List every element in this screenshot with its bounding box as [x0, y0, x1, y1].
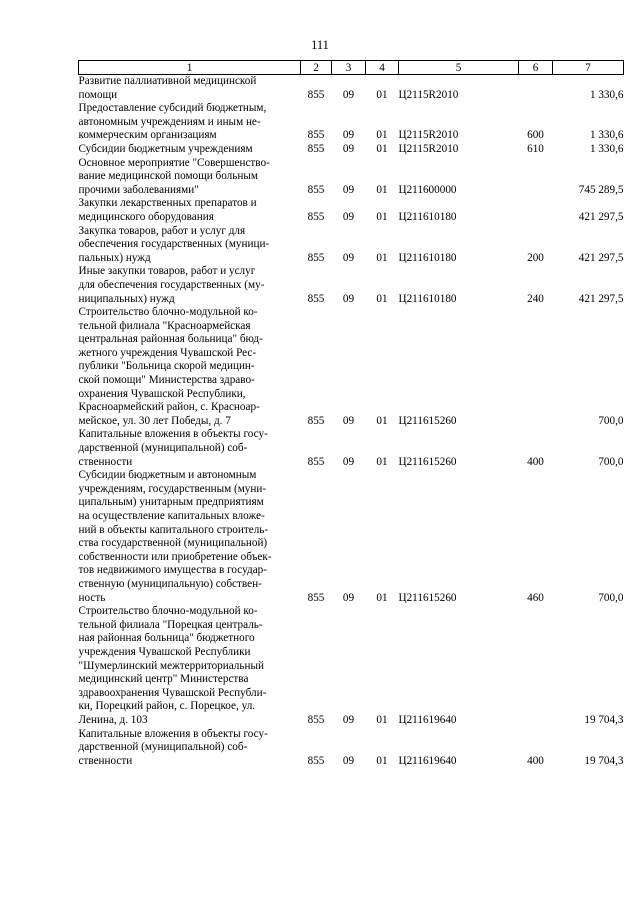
row-name-line: Капитальные вложения в объекты госу-	[78, 727, 268, 740]
row-name-line: медицинского оборудования	[78, 210, 214, 223]
row-subsection-code: 01	[376, 129, 388, 142]
row-name	[79, 605, 301, 727]
row-target-article: Ц211600000	[398, 183, 457, 196]
row-grbs-code: 855	[307, 414, 325, 427]
row-subsection-code: 01	[376, 142, 388, 155]
row-section-code: 09	[342, 591, 355, 604]
row-name-line: Закупка товаров, работ и услуг для	[78, 224, 246, 237]
row-name-line: дарственной (муниципальной) соб-	[78, 741, 248, 754]
row-expense-type	[519, 605, 553, 727]
row-subsection-code: 01	[376, 713, 388, 726]
row-name-line: тов недвижимого имущества в государ-	[78, 564, 267, 577]
row-name-line: учреждения Чувашской Республики	[78, 645, 251, 658]
row-target-article: Ц211619640	[398, 713, 457, 726]
row-grbs-code: 855	[307, 713, 325, 726]
row-subsection-code: 01	[376, 414, 388, 427]
table-row	[79, 197, 624, 224]
row-name-line: ственности	[78, 455, 133, 468]
row-name-line: дарственной (муниципальной) соб-	[78, 442, 248, 455]
row-subsection-code: 01	[376, 210, 388, 223]
row-expense-type: 400	[527, 754, 544, 767]
row-section-code: 09	[342, 88, 355, 101]
row-amount: 700,0	[598, 414, 624, 427]
row-name-line: тельной филиала "Порецкая централь-	[78, 618, 263, 631]
row-name-line: ственности	[78, 754, 133, 767]
row-expense-type	[519, 197, 553, 224]
row-name	[79, 265, 301, 306]
row-section-code: 09	[342, 713, 355, 726]
row-amount: 19 704,3	[584, 713, 624, 726]
row-target-article: Ц2115R2010	[398, 142, 459, 155]
row-section-code: 09	[342, 414, 355, 427]
row-grbs-code: 855	[307, 183, 325, 196]
row-name-line: Строительство блочно-модульной ко-	[78, 306, 258, 319]
row-name	[79, 428, 301, 469]
row-name-line: для обеспечения государственных (му-	[78, 278, 265, 291]
row-name-line: Капитальные вложения в объекты госу-	[78, 428, 268, 441]
row-section-code: 09	[342, 251, 355, 264]
row-name-line: коммерческим организациям	[78, 129, 217, 142]
row-name-line: жетного учреждения Чувашской Рес-	[78, 346, 257, 359]
table-row	[79, 265, 624, 306]
row-target-article: Ц211610180	[398, 210, 457, 223]
row-name	[79, 157, 301, 198]
row-name-line: Ленина, д. 103	[78, 713, 148, 726]
row-grbs-code: 855	[307, 210, 325, 223]
row-expense-type: 400	[527, 455, 544, 468]
table-row	[79, 75, 624, 103]
row-grbs-code: 855	[307, 455, 325, 468]
row-target-article: Ц211615260	[398, 591, 457, 604]
row-amount: 421 297,5	[578, 292, 624, 305]
row-name-line: публики "Больница скорой медицин-	[78, 360, 255, 373]
row-section-code: 09	[342, 455, 355, 468]
row-name-line: Иные закупки товаров, работ и услуг	[78, 265, 256, 278]
table-row	[79, 225, 624, 266]
row-expense-type: 200	[527, 251, 544, 264]
header-col-6: 6	[519, 61, 553, 75]
table-row	[79, 728, 624, 769]
row-name-line: "Шумерлинский межтерриториальный	[78, 659, 264, 672]
row-name-line: ки, Порецкий район, с. Порецкое, ул.	[78, 700, 256, 713]
row-name-line: ства государственной (муниципальной)	[78, 537, 268, 550]
row-amount: 1 330,6	[589, 142, 624, 155]
row-subsection-code: 01	[376, 455, 388, 468]
row-name	[79, 225, 301, 266]
table-row	[79, 157, 624, 198]
row-name-line: ципальным) унитарным предприятиям	[78, 496, 264, 509]
header-col-4: 4	[366, 61, 399, 75]
row-name-line: собственности или приобретение объек-	[78, 550, 272, 563]
row-expense-type: 610	[527, 142, 544, 155]
row-name-line: мейское, ул. 30 лет Победы, д. 7	[78, 414, 231, 427]
row-amount: 1 330,6	[589, 88, 624, 101]
row-name-line: ная районная больница" бюджетного	[78, 632, 255, 645]
row-grbs-code: 855	[307, 292, 325, 305]
row-name-line: Предоставление субсидий бюджетным,	[78, 102, 267, 115]
row-name-line: тельной филиала "Красноармейская	[78, 319, 251, 332]
budget-table	[78, 60, 624, 768]
row-subsection-code: 01	[376, 88, 388, 101]
row-name-line: Субсидии бюджетным учреждениям	[78, 142, 253, 155]
header-col-5: 5	[399, 61, 519, 75]
table-row	[79, 469, 624, 605]
row-name-line: Строительство блочно-модульной ко-	[78, 605, 258, 618]
row-name-line: пальных) нужд	[78, 251, 151, 264]
row-name-line: Развитие паллиативной медицинской	[78, 75, 257, 87]
table-row	[79, 428, 624, 469]
row-name-line: Красноармейский район, с. Красноар-	[78, 401, 260, 414]
table-row	[79, 143, 624, 157]
row-target-article: Ц211615260	[398, 455, 457, 468]
row-subsection-code: 01	[376, 591, 388, 604]
header-col-7: 7	[553, 61, 624, 75]
row-amount: 19 704,3	[584, 754, 624, 767]
header-col-3: 3	[332, 61, 366, 75]
row-name-line: центральная районная больница" бюд-	[78, 333, 263, 346]
row-subsection-code: 01	[376, 754, 388, 767]
row-section-code: 09	[342, 129, 355, 142]
row-grbs-code: 855	[307, 129, 325, 142]
row-amount: 700,0	[598, 591, 624, 604]
row-name-line: ний в объекты капитального строитель-	[78, 523, 269, 536]
row-name-line: ность	[78, 591, 106, 604]
row-name-line: Основное мероприятие "Совершенство-	[78, 156, 270, 169]
row-amount: 421 297,5	[578, 210, 624, 223]
row-name	[79, 143, 301, 157]
row-name	[79, 197, 301, 224]
table-row	[79, 102, 624, 143]
table-row	[79, 306, 624, 428]
table-body	[79, 75, 624, 769]
row-name-line: Закупки лекарственных препаратов и	[78, 197, 257, 210]
row-expense-type	[519, 75, 553, 103]
row-target-article: Ц211610180	[398, 251, 457, 264]
table-header	[79, 61, 624, 75]
row-name-line: ниципальных) нужд	[78, 292, 175, 305]
row-section-code: 09	[342, 210, 355, 223]
row-name-line: обеспечения государственных (муници-	[78, 238, 270, 251]
row-subsection-code: 01	[376, 292, 388, 305]
row-amount: 700,0	[598, 455, 624, 468]
header-col-2: 2	[301, 61, 332, 75]
row-grbs-code: 855	[307, 591, 325, 604]
row-name	[79, 728, 301, 769]
row-name	[79, 469, 301, 605]
row-target-article: Ц2115R2010	[398, 88, 459, 101]
row-name-line: Субсидии бюджетным и автономным	[78, 469, 257, 482]
row-target-article: Ц2115R2010	[398, 129, 459, 142]
row-amount: 745 289,5	[578, 183, 624, 196]
row-name-line: помощи	[78, 88, 118, 101]
row-expense-type: 240	[527, 292, 544, 305]
row-target-article: Ц211619640	[398, 754, 457, 767]
row-target-article: Ц211610180	[398, 292, 457, 305]
row-grbs-code: 855	[307, 88, 325, 101]
row-amount: 1 330,6	[589, 129, 624, 142]
row-expense-type: 460	[527, 591, 544, 604]
row-name-line: охранения Чувашской Республики,	[78, 387, 246, 400]
row-subsection-code: 01	[376, 251, 388, 264]
row-expense-type: 600	[527, 129, 544, 142]
row-name	[79, 102, 301, 143]
row-grbs-code: 855	[307, 754, 325, 767]
row-name-line: здравоохранения Чувашской Республи-	[78, 686, 267, 699]
row-grbs-code: 855	[307, 251, 325, 264]
row-name-line: ственную (муниципальную) собствен-	[78, 577, 262, 590]
row-name-line: прочими заболеваниями"	[78, 183, 199, 196]
row-subsection-code: 01	[376, 183, 388, 196]
row-expense-type	[519, 157, 553, 198]
row-section-code: 09	[342, 292, 355, 305]
row-section-code: 09	[342, 754, 355, 767]
table-row	[79, 605, 624, 727]
row-name-line: учреждениям, государственным (муни-	[78, 482, 267, 495]
row-grbs-code: 855	[307, 142, 325, 155]
row-section-code: 09	[342, 183, 355, 196]
row-amount: 421 297,5	[578, 251, 624, 264]
row-name	[79, 306, 301, 428]
row-name-line: вание медицинской помощи больным	[78, 170, 258, 183]
row-name-line: на осуществление капитальных вложе-	[78, 510, 265, 522]
header-col-1: 1	[79, 61, 301, 75]
row-name	[79, 75, 301, 103]
row-expense-type	[519, 306, 553, 428]
row-section-code: 09	[342, 142, 355, 155]
row-name-line: ской помощи" Министерства здраво-	[78, 374, 255, 387]
row-name-line: автономным учреждениям и иным не-	[78, 115, 261, 128]
page-number: 111	[311, 38, 329, 52]
row-name-line: медицинский центр" Министерства	[78, 673, 249, 686]
row-target-article: Ц211615260	[398, 414, 457, 427]
